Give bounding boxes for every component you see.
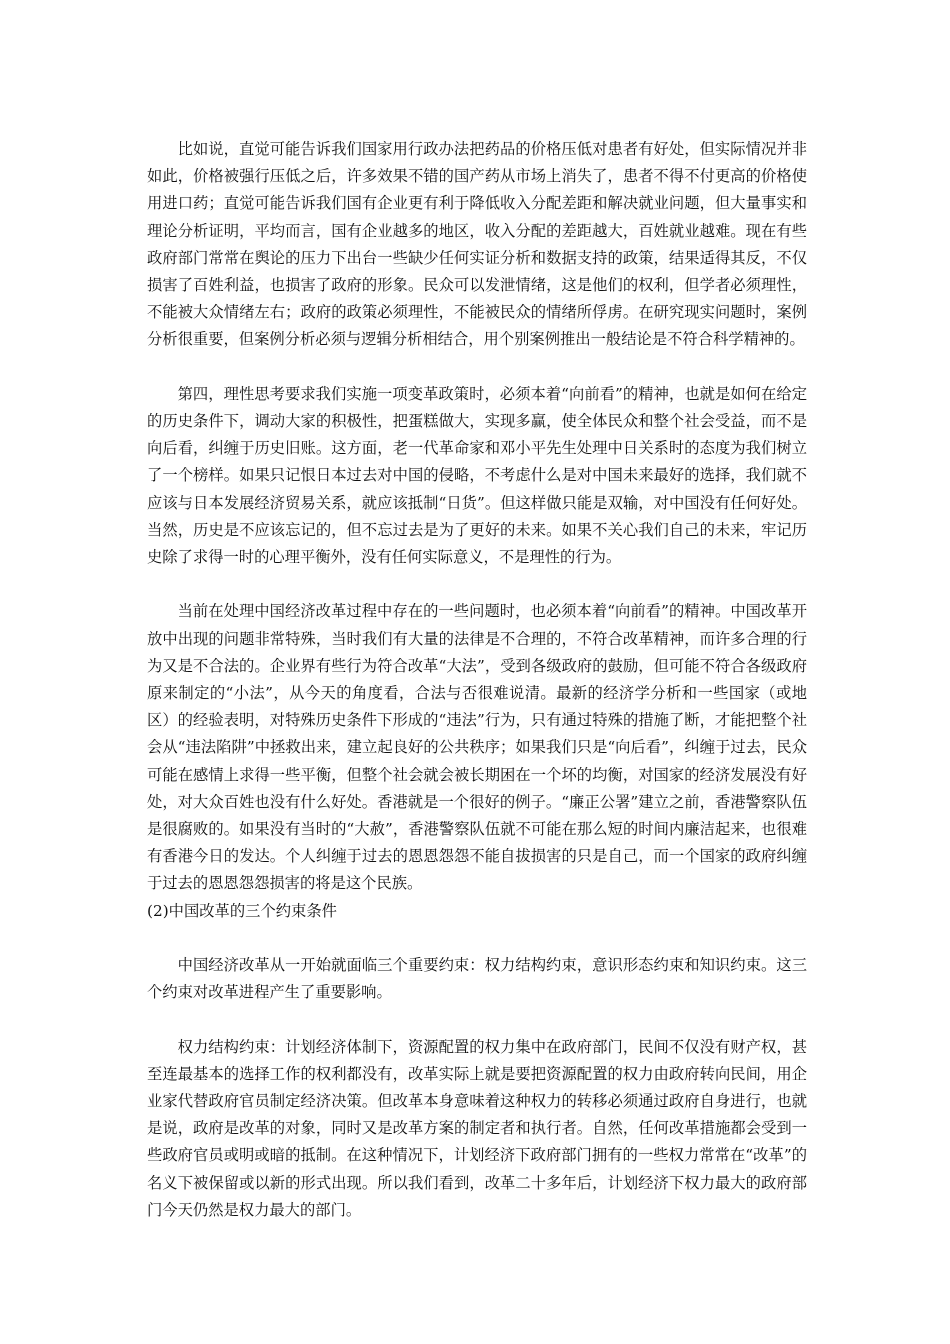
paragraph-spacer xyxy=(147,925,807,952)
paragraph-three-constraints: 中国经济改革从一开始就面临三个重要约束：权力结构约束，意识形态约束和知识约束。这三个约束对改革进程产生了重要影响。 xyxy=(147,956,807,1002)
document-page xyxy=(147,136,807,1224)
paragraph-intuition-example: 比如说，直觉可能告诉我们国家用行政办法把药品的价格压低对患者有好处，但实际情况并非如此，价格被强行压低之后，许多效果不错的国产药从市场上消失了，患者不得不付更高的价格使用进口药；直觉可能告诉我们国有企业更有利于降低收入分配差距和解决就业问题，但大量事实和理论分析证明，平均而言，国有企业越多的地区，收入分配的差距越大，百姓就业越难。现在有些政府部门常常在舆论的压力下出台一些缺少任何实证分析和数据支持的政策，结果适得其反，不仅损害了百姓利益，也损害了政府的形象。民众可以发泄情绪，这是他们的权利，但学者必须理性，不能被大众情绪左右；政府的政策必须理性，不能被民众的情绪所俘虏。在研究现实问题时，案例分析很重要，但案例分析必须与逻辑分析相结合，用个别案例推出一般结论是不符合科学精神的。 xyxy=(147,140,807,349)
section-heading: (2)中国改革的三个约束条件 xyxy=(147,901,337,920)
paragraph-spacer xyxy=(147,1006,807,1033)
paragraph-spacer xyxy=(147,354,807,381)
paragraph-forward-looking: 第四，理性思考要求我们实施一项变革政策时，必须本着“向前看”的精神，也就是如何在给定的历史条件下，调动大家的积极性，把蛋糕做大，实现多赢，使全体民众和整个社会受益，而不是向后看，纠缠于历史旧账。这方面，老一代革命家和邓小平先生处理中日关系时的态度为我们树立了一个榜样。如果只记恨日本过去对中国的侵略，不考虑什么是对中国未来最好的选择，我们就不应该与日本发展经济贸易关系，就应该抵制“日货”。但这样做只能是双输，对中国没有任何好处。当然，历史是不应该忘记的，但不忘过去是为了更好的未来。如果不关心我们自己的未来，牢记历史除了求得一时的心理平衡外，没有任何实际意义，不是理性的行为。 xyxy=(147,384,807,567)
paragraph-current-issues: 当前在处理中国经济改革过程中存在的一些问题时，也必须本着“向前看”的精神。中国改革开放中出现的问题非常特殊，当时我们有大量的法律是不合理的，不符合改革精神，而许多合理的行为又是不合法的。企业界有些行为符合改革“大法”，受到各级政府的鼓励，但可能不符合各级政府原来制定的“小法”，从今天的角度看，合法与否很难说清。最新的经济学分析和一些国家（或地区）的经验表明，对特殊历史条件下形成的“违法”行为，只有通过特殊的措施了断，才能把整个社会从“违法陷阱”中拯救出来，建立起良好的公共秩序；如果我们只是“向后看”，纠缠于过去，民众可能在感情上求得一些平衡，但整个社会就会被长期困在一个坏的均衡，对国家的经济发展没有好处，对大众百姓也没有什么好处。香港就是一个很好的例子。“廉正公署”建立之前，香港警察队伍是很腐败的。如果没有当时的“大赦”，香港警察队伍就不可能在那么短的时间内廉洁起来，也很难有香港今日的发达。个人纠缠于过去的恩恩怨怨不能自拔损害的只是自己，而一个国家的政府纠缠于过去的恩恩怨怨损害的将是这个民族。 xyxy=(147,602,807,893)
paragraph-power-structure: 权力结构约束：计划经济体制下，资源配置的权力集中在政府部门，民间不仅没有财产权，甚至连最基本的选择工作的权利都没有，改革实际上就是要把资源配置的权力由政府转向民间，用企业家代替政府官员制定经济决策。但改革本身意味着这种权力的转移必须通过政府自身进行，也就是说，政府是改革的对象，同时又是改革方案的制定者和执行者。自然，任何改革措施都会受到一些政府官员或明或暗的抵制。在这种情况下，计划经济下政府部门拥有的一些权力常常在“改革”的名义下被保留或以新的形式出现。所以我们看到，改革二十多年后，计划经济下权力最大的政府部门今天仍然是权力最大的部门。 xyxy=(147,1037,807,1219)
paragraph-spacer xyxy=(147,571,807,598)
